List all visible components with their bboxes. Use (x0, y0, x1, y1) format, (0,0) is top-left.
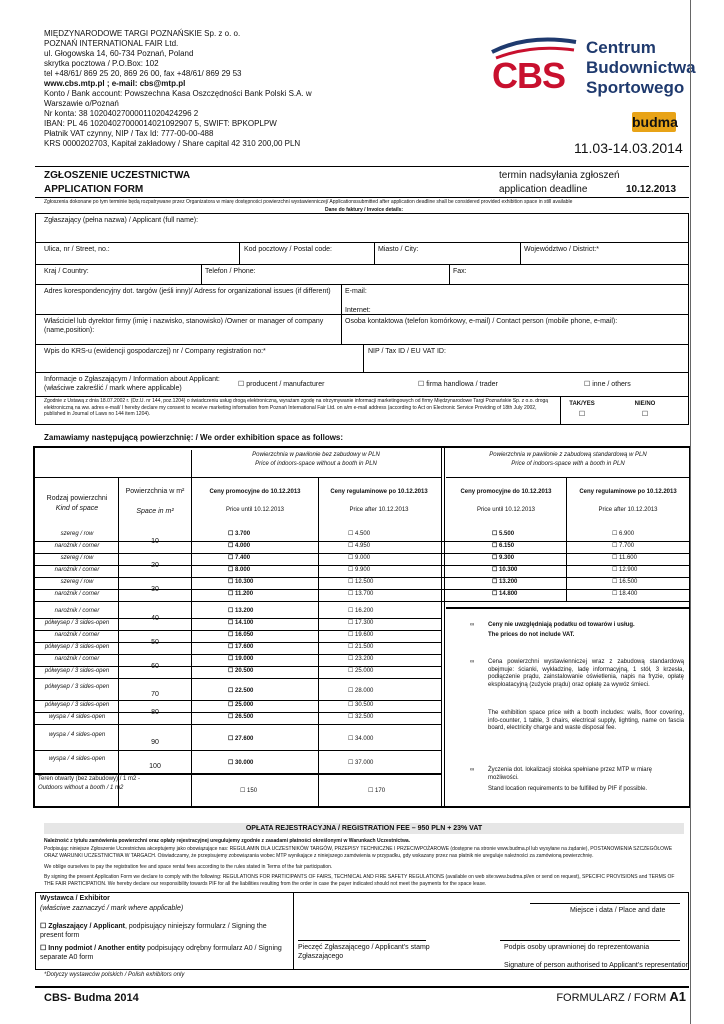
place-date-label: Miejsce i data / Place and date (570, 907, 666, 914)
logo-line1: Centrum (586, 38, 656, 57)
row-kind: wyspa / 4 sides-open (48, 714, 106, 720)
registration-fee: OPŁATA REJESTRACYJNA / REGISTRATION FEE – 950 PLN + 23% VAT (44, 823, 684, 834)
legal-p1: Należność z tytułu zamówienia powierzchni oraz opłaty rejestracyjnej uregulujemy zgodnie z zasadami płatności określonymi w Warunkach Uczestnictwa. (44, 838, 411, 844)
org-web[interactable]: www.cbs.mtp.pl ; e-mail: cbs@mtp.pl (44, 79, 186, 88)
with-booth-en: Price of indoors-space with a booth in PLN (511, 461, 625, 467)
price-option-p1[interactable]: ☐ 27.600 (228, 736, 253, 744)
correspondence-address-label: Adres korespondencyjny dot. targów (jeśli inny)/ Adress for organizational issues (if different) (44, 288, 331, 295)
org-line: MIĘDZYNARODOWE TARGI POZNAŃSKIE Sp. z o. o. (44, 29, 241, 38)
footer-form-label: FORMULARZ / FORM (556, 992, 670, 1004)
price-option-p4[interactable]: ☐ 18.400 (612, 591, 637, 599)
applicant-info-sub: (właściwe zakreślić / mark where applicable) (44, 385, 182, 392)
other-entity-option[interactable] (40, 944, 290, 962)
price-option-p3[interactable]: ☐ 9.300 (492, 555, 514, 563)
price-option-p3[interactable]: ☐ 6.150 (492, 543, 514, 551)
exhibitor-sub: (właściwe zaznaczyć / mark where applicable) (40, 905, 184, 912)
price-option-p2[interactable]: ☐ 28.000 (348, 688, 373, 696)
province-label: Województwo / District:* (524, 246, 599, 253)
org-line: tel +48/61/ 869 25 20, 869 26 00, fax +48/61/ 869 29 53 (44, 69, 242, 78)
price-option-p2[interactable]: ☐ 32.500 (348, 714, 373, 722)
price-option-p4[interactable]: ☐ 16.500 (612, 579, 637, 587)
logo-line3: Sportowego (586, 78, 685, 97)
row-kind: narożnik / corner (54, 591, 100, 597)
row-kind: szereg / row (60, 531, 94, 537)
price-option-p3[interactable]: ☐ 14.800 (492, 591, 517, 599)
applicant-info-label: Informacje o Zgłaszającym / Information about Applicant: (44, 376, 220, 383)
form-title-en: APPLICATION FORM (44, 184, 144, 195)
country-label: Kraj / Country: (44, 268, 89, 275)
legal-p3: We oblige ourselves to pay the registration fee and space rental fees according to the rules stated in Terms of the fair participation. (44, 864, 333, 870)
area-header-en: Space in m² (136, 508, 174, 515)
kind-header-en: Kind of space (55, 505, 99, 512)
krs-label: Wpis do KRS-u (ewidencji gospodarczej) nr / Company registration no:* (44, 348, 266, 355)
price-option-p1[interactable]: ☐ 4.000 (228, 543, 250, 551)
form-title-pl: ZGŁOSZENIE UCZESTNICTWA (44, 170, 191, 181)
consent-yes-checkbox[interactable]: ☐ (578, 411, 586, 418)
price-option-p1[interactable]: ☐ 16.050 (228, 632, 253, 640)
stamp-label: Pieczęć Zgłaszającego / Applicant's stamp (298, 944, 430, 951)
logo-acronym: CBS (492, 55, 566, 96)
invoice-heading: Dane do faktury / Invoice details: (324, 207, 404, 213)
price-option-p2[interactable]: ☐ 13.700 (348, 591, 373, 599)
consent-text: Zgodnie z Ustawą z dnia 18.07.2002 r. (Dz.U. nr 144, poz.1204) o świadczeniu usług drogą elektroniczną, wyrażam zgodę na otrzymywanie informacji marketingowych od firmy Międzynarodowe Targi Poznańskie Sp. z o.o. drogą elektroniczną na ww. adres e-mail/ I hereby declare my consent to receive marketing information from Poznań International Fair Ltd. on a/m e-mail address (according to Act on Electronic Service Providing of 18th July 2002, published in Journal of Laws no 144 item 1204). (44, 398, 549, 417)
logo-line2: Budownictwa (586, 58, 696, 77)
price-option-p1[interactable]: ☐ 17.600 (228, 644, 253, 652)
regular-booth-header: Ceny regulaminowe po 10.12.2013 (579, 489, 677, 495)
price-option-p4[interactable]: ☐ 12.900 (612, 567, 637, 575)
org-line: Płatnik VAT czynny, NIP / Tax Id: 777-00-00-488 (44, 129, 214, 138)
row-area: 20 (151, 562, 159, 569)
city-label: Miasto / City: (378, 246, 419, 253)
row-kind: półwysep / 3 sides-open (44, 620, 110, 626)
note-location-en: Stand location requirements to be fulfilled by PIF if possible. (488, 786, 648, 792)
footer-left: CBS- Budma 2014 (44, 992, 139, 1004)
price-option-p1[interactable]: ☐ 13.200 (228, 608, 253, 616)
regular-sub: Price after 10.12.2013 (349, 507, 409, 513)
org-line: Warszawie o/Poznań (44, 99, 119, 108)
price-option-p1[interactable]: ☐ 7.400 (228, 555, 250, 563)
producer-checkbox[interactable]: ☐ producent / manufacturer (238, 380, 324, 389)
org-line: IBAN: PL 46 10204027000014021092907 5, SWIFT: BPKOPLPW (44, 119, 277, 128)
price-option-p2[interactable]: ☐ 9.900 (348, 567, 370, 575)
row-kind: wyspa / 4 sides-open (48, 732, 106, 738)
org-line: skrytka pocztowa / P.O.Box: 102 (44, 59, 159, 68)
row-area: 10 (151, 538, 159, 545)
org-line: POZNAŃ INTERNATIONAL FAIR Ltd. (44, 39, 179, 48)
deadline-note: Zgłoszenia dokonane po tym terminie będą rozpatrywane przez Organizatora w miarę dostępności powierzchni wystawienniczej/ Applicationssubmitted after application deadline shall be considered provided exhibition space in still available (44, 199, 573, 205)
promo-booth-sub: Price until 10.12.2013 (476, 507, 536, 513)
org-line: Konto / Bank account: Powszechna Kasa Oszczędności Bank Polski S.A. w (44, 89, 312, 98)
price-option-p3[interactable]: ☐ 13.200 (492, 579, 517, 587)
others-checkbox[interactable]: ☐ inne / others (584, 380, 631, 389)
row-kind: półwysep / 3 sides-open (44, 684, 110, 690)
outdoor-price-option[interactable]: ☐ 170 (368, 788, 385, 796)
fair-dates: 11.03-14.03.2014 (574, 140, 683, 156)
row-kind: półwysep / 3 sides-open (44, 702, 110, 708)
bullet-icon: ∞ (470, 767, 475, 773)
signature-label-en: Signature of person authorised to Applicant's representation (504, 962, 690, 969)
price-option-p1[interactable]: ☐ 30.000 (228, 760, 253, 768)
price-option-p2[interactable]: ☐ 19.600 (348, 632, 373, 640)
org-line: KRS 0000202703, Kapitał zakładowy / Share capital 42 310 200,00 PLN (44, 139, 301, 148)
footer-right (520, 990, 686, 1005)
budma-logo: budma (632, 114, 678, 130)
row-area: 100 (149, 763, 161, 770)
row-kind: półwysep / 3 sides-open (44, 668, 110, 674)
promo-sub: Price until 10.12.2013 (225, 507, 285, 513)
row-kind: szereg / row (60, 555, 94, 561)
street-label: Ulica, nr / Street, no.: (44, 246, 110, 253)
contact-person-label: Osoba kontaktowa (telefon komórkowy, e-mail) / Contact person (mobile phone, e-mail): (345, 318, 618, 325)
deadline-label-pl: termin nadsyłania zgłoszeń (499, 170, 620, 181)
note-vat-en: The prices do not include VAT. (488, 632, 575, 638)
bullet-icon: ∞ (470, 622, 475, 628)
price-option-p2[interactable]: ☐ 4.500 (348, 531, 370, 539)
row-area: 90 (151, 739, 159, 746)
promo-booth-header: Ceny promocyjne do 10.12.2013 (460, 489, 552, 495)
price-option-p3[interactable]: ☐ 5.500 (492, 531, 514, 539)
without-booth-en: Price of indoors-space without a booth in PLN (255, 461, 377, 467)
price-option-p4[interactable]: ☐ 6.900 (612, 531, 634, 539)
outdoor-kind: Teren otwarty (bez zabudowy) / 1 m2 - (38, 776, 141, 782)
outdoor-price-option[interactable]: ☐ 150 (240, 788, 257, 796)
regular-header: Ceny regulaminowe po 10.12.2013 (330, 489, 428, 495)
row-kind: narożnik / corner (54, 608, 100, 614)
legal-p2: Podpisując niniejsze Zgłoszenie Uczestnictwa akceptujemy jako obowiązujące nas: REGULAMIN DLA UCZESTNIKÓW TARGÓW, PRZEPISY TECHNICZNE I PRZECIWPOŻAROWE (dostępne na stronie www.budma.pl lub wysyłane na żądanie), POSTANOWIENIA SZCZEGÓŁOWE ORAZ WARUNKI UCZESTNICTWA W TARGACH. Oświadczamy, że przepisujemy zobowiązania wobec MTP wynikające z niniejszego zamówienia w przypadku, gdy wskazany przez nas płatnik nie ureguluje należności za zamówioną powierzchnię. (44, 846, 673, 859)
row-kind: narożnik / corner (54, 543, 100, 549)
price-option-p1[interactable]: ☐ 20.500 (228, 668, 253, 676)
price-option-p2[interactable]: ☐ 9.000 (348, 555, 370, 563)
row-area: 40 (151, 615, 159, 622)
price-option-p1[interactable]: ☐ 11.200 (228, 591, 253, 599)
price-option-p1[interactable]: ☐ 19.000 (228, 656, 253, 664)
regular-booth-sub: Price after 10.12.2013 (598, 507, 658, 513)
email-label: E-mail: (345, 288, 367, 295)
note-booth-en: The exhibition space price with a booth includes: walls, floor covering, info-counter, 1 table, 3 chairs, electrical supply, lighting, name on fascia board, electricity charge and waste disposal fee. (488, 710, 684, 731)
price-option-p2[interactable]: ☐ 16.200 (348, 608, 373, 616)
kind-header-pl: Rodzaj powierzchni (46, 495, 108, 502)
outdoor-kind: Outdoors without a booth / 1 m2 (38, 785, 124, 791)
org-line: Nr konta: 38 10204027000011020424296 2 (44, 109, 199, 118)
price-option-p1[interactable]: ☐ 10.300 (228, 579, 253, 587)
owner-label: Właściciel lub dyrektor firmy (imię i nazwisko, stanowisko) /Owner or manager of company (name,position): (44, 318, 324, 334)
cbs-logo (488, 28, 696, 108)
postal-code-label: Kod pocztowy / Postal code: (244, 246, 332, 253)
applicant-name-field[interactable] (40, 226, 680, 240)
row-area: 50 (151, 639, 159, 646)
fax-label: Fax: (453, 268, 467, 275)
footer-form-code: A1 (669, 989, 686, 1004)
price-option-p2[interactable]: ☐ 30.500 (348, 702, 373, 710)
legal-p4: By signing the present Application Form we declare to comply with the following: REGULATIONS FOR PARTICIPANTS OF FAIRS, TECHNICAL AND FIRE SAFETY REGULATIONS (available on web site:www.budma.pl/en or send on request), SPECIFIC PROVISIONS and TERMS OF THE FAIR PARTICIPATION. We hereby declare our responsibility towards PIF for all the liabilities resulting from the order in case the payer indicated should not meet the payments for the space lease. (44, 874, 675, 887)
applicant-name-label: Zgłaszający (pełna nazwa) / Applicant (full name): (44, 217, 199, 224)
price-option-p4[interactable]: ☐ 7.700 (612, 543, 634, 551)
promo-header: Ceny promocyjne do 10.12.2013 (209, 489, 301, 495)
footnote: *Dotyczy wystawców polskich / Polish exhibitors only (44, 972, 185, 978)
row-area: 30 (151, 586, 159, 593)
deadline-date: 10.12.2013 (626, 184, 677, 195)
without-booth-pl: Powierzchnia w pawilonie bez zabudowy w PLN (252, 452, 380, 458)
trader-checkbox[interactable]: ☐ firma handlowa / trader (418, 380, 498, 389)
applicant-option-rest: , podpisujący niniejszy formularz / Signing the present form (40, 923, 267, 939)
row-area: 60 (151, 663, 159, 670)
price-option-p2[interactable]: ☐ 37.000 (348, 760, 373, 768)
price-option-p1[interactable]: ☐ 25.000 (228, 702, 253, 710)
consent-yes-label: TAK/YES (569, 401, 595, 407)
consent-no-label: NIE/NO (634, 401, 656, 407)
row-kind: półwysep / 3 sides-open (44, 644, 110, 650)
phone-label: Telefon / Phone: (205, 268, 256, 275)
signature-label-pl: Podpis osoby uprawnionej do reprezentowania (504, 944, 650, 951)
stamp-label-2: Zgłaszającego (298, 953, 344, 960)
exhibitor-label: Wystawca / Exhibitor (40, 895, 110, 902)
row-kind: narożnik / corner (54, 656, 100, 662)
price-option-p2[interactable]: ☐ 4.950 (348, 543, 370, 551)
internet-label: Internet: (345, 307, 371, 314)
row-kind: narożnik / corner (54, 567, 100, 573)
price-option-p3[interactable]: ☐ 10.300 (492, 567, 517, 575)
price-option-p2[interactable]: ☐ 21.500 (348, 644, 373, 652)
price-option-p2[interactable]: ☐ 12.500 (348, 579, 373, 587)
price-option-p1[interactable]: ☐ 8.000 (228, 567, 250, 575)
other-entity-rest: podpisujący odrębny formularz A0 / Signing separate A0 form (40, 945, 282, 961)
price-option-p1[interactable]: ☐ 14.100 (228, 620, 253, 628)
row-kind: narożnik / corner (54, 632, 100, 638)
row-kind: wyspa / 4 sides-open (48, 756, 106, 762)
area-header-pl: Powierzchnia w m² (125, 488, 185, 495)
applicant-option[interactable] (40, 922, 290, 940)
price-option-p2[interactable]: ☐ 17.300 (348, 620, 373, 628)
price-option-p1[interactable]: ☐ 22.500 (228, 688, 253, 696)
nip-label: NIP / Tax ID / EU VAT ID: (368, 348, 446, 355)
consent-no-checkbox[interactable]: ☐ (641, 411, 649, 418)
price-option-p2[interactable]: ☐ 25.000 (348, 668, 373, 676)
org-line: ul. Głogowska 14, 60-734 Poznań, Poland (44, 49, 194, 58)
row-area: 80 (151, 709, 159, 716)
bullet-icon: ∞ (470, 659, 475, 665)
org-block (44, 29, 374, 149)
note-booth-pl: Cena powierzchni wystawienniczej wraz z zabudową standardową obejmuje: ścianki, wykładzinę, ladę informacyjną, 1 stół, 3 krzesła, podłączenie prądu, zainstalowanie oświetlenia, napis na fryzie, opłatę eksploatacyjną (zużycie prądu) oraz opłatę za wywóz śmieci. (488, 659, 684, 688)
space-order-heading: Zamawiamy następującą powierzchnię: / We order exhibition space as follows: (44, 433, 344, 442)
price-option-p2[interactable]: ☐ 23.200 (348, 656, 373, 664)
row-area: 70 (151, 691, 159, 698)
price-option-p1[interactable]: ☐ 26.500 (228, 714, 253, 722)
applicant-option-label: ☐ Zgłaszający / Applicant (40, 923, 125, 930)
note-vat-pl: Ceny nie uwzględniają podatku od towarów i usług. (488, 622, 635, 628)
price-option-p4[interactable]: ☐ 11.600 (612, 555, 637, 563)
price-option-p1[interactable]: ☐ 3.700 (228, 531, 250, 539)
price-option-p2[interactable]: ☐ 34.000 (348, 736, 373, 744)
note-location-pl: Życzenia dot. lokalizacji stoiska spełniane przez MTP w miarę możliwości. (488, 767, 652, 781)
deadline-label-en: application deadline (499, 184, 588, 195)
with-booth-pl: Powierzchnia w pawilonie z zabudową standardową w PLN (489, 452, 647, 458)
other-entity-label: ☐ Inny podmiot / Another entity (40, 945, 145, 952)
row-kind: szereg / row (60, 579, 94, 585)
